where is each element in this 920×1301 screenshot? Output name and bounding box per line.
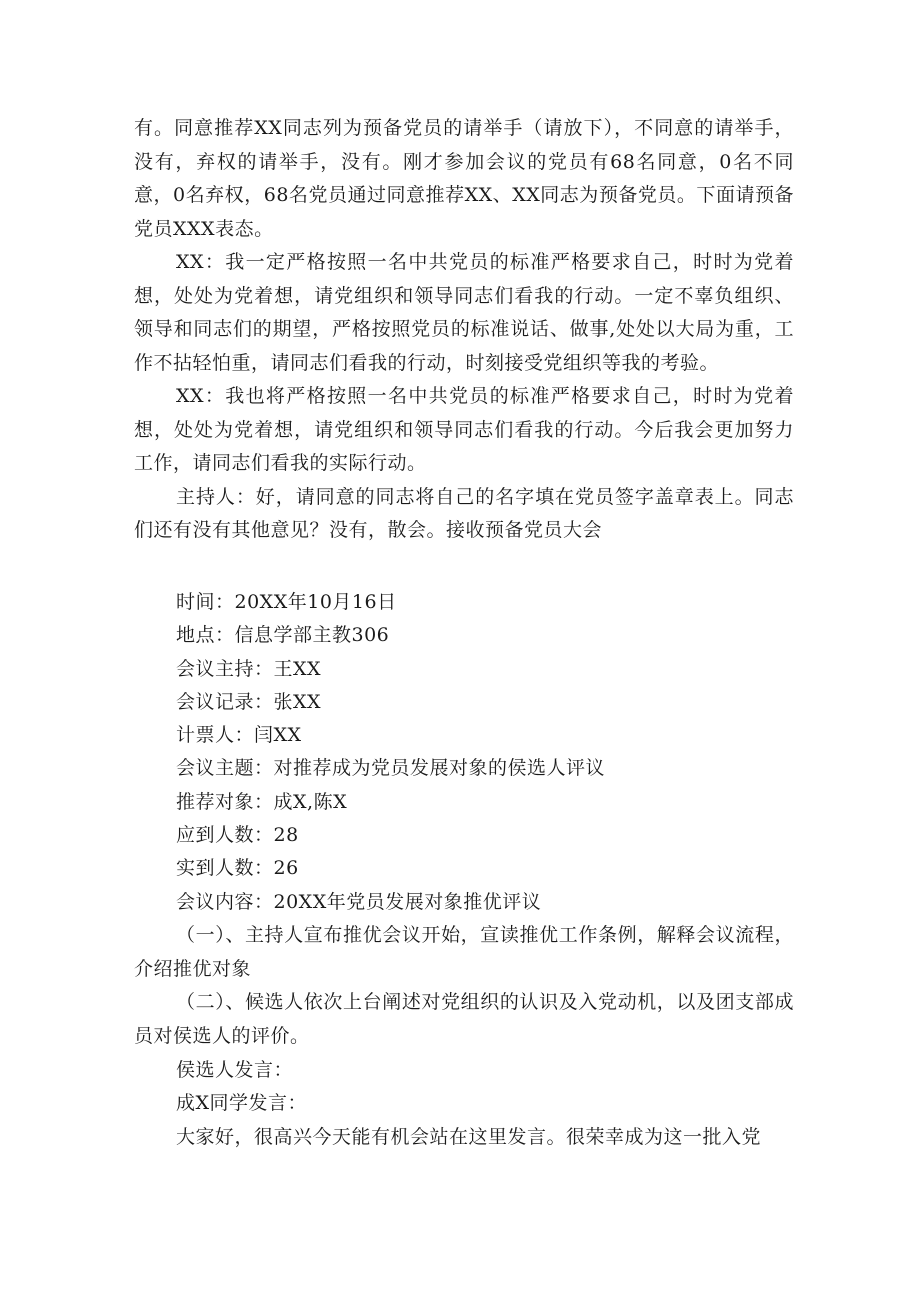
resolution-section xyxy=(134,112,794,548)
meeting-time: 时间：20XX年10月16日 xyxy=(176,591,397,613)
speech-opening-line: 大家好，很高兴今天能有机会站在这里发言。很荣幸成为这一批入党 xyxy=(176,1125,762,1148)
vote-counter: 计票人：闫XX xyxy=(176,724,302,747)
cheng-speech-heading: 成X同学发言： xyxy=(176,1092,308,1115)
nominees: 推荐对象：成X,陈X xyxy=(176,790,348,813)
vote-result-paragraph: 有。同意推荐XX同志列为预备党员的请举手（请放下），不同意的请举手，没有，弃权的请举手，没有。刚才参加会议的党员有68名同意，0名不同意，0名弃权，68名党员通过同意推荐XX、XX同志为预备党员。下面请预备党员XXX表态。 xyxy=(134,117,794,240)
actual-attendance: 实到人数：26 xyxy=(176,857,299,880)
expected-attendance: 应到人数：28 xyxy=(176,824,299,847)
procedure-step-1: （一）、主持人宣布推优会议开始，宣读推优工作条例，解释会议流程，介绍推优对象 xyxy=(134,924,794,980)
meeting-content: 会议内容：20XX年党员发展对象推优评议 xyxy=(176,890,542,913)
meeting-location: 地点：信息学部主教306 xyxy=(176,624,390,647)
candidate-speech-heading: 侯选人发言： xyxy=(176,1059,294,1081)
speech-section xyxy=(134,1054,794,1154)
meeting-recorder: 会议记录：张XX xyxy=(176,690,322,713)
meeting-host: 会议主持：王XX xyxy=(176,657,322,680)
pledge-paragraph-2: XX：我也将严格按照一名中共党员的标准严格要求自己，时时为党着想，处处为党着想，请党组织和领导同志们看我的行动。今后我会更加努力工作，请同志们看我的实际行动。 xyxy=(134,385,794,474)
procedure-step-2: （二）、候选人依次上台阐述对党组织的认识及入党动机，以及团支部成员对侯选人的评价。 xyxy=(134,991,794,1047)
meeting-info-section xyxy=(134,586,794,919)
procedure-section xyxy=(134,919,794,1053)
pledge-paragraph-1: XX：我一定严格按照一名中共党员的标准严格要求自己，时时为党着想，处处为党着想，请党组织和领导同志们看我的行动。一定不辜负组织、领导和同志们的期望，严格按照党员的标准说话、做事,处处以大局为重，工作不拈轻怕重，请同志们看我的行动，时刻接受党组织等我的考验。 xyxy=(134,251,794,374)
host-closing-paragraph: 主持人：好，请同意的同志将自己的名字填在党员签字盖章表上。同志们还有没有其他意见？没有，散会。接收预备党员大会 xyxy=(134,485,794,541)
meeting-topic: 会议主题：对推荐成为党员发展对象的侯选人评议 xyxy=(176,757,606,780)
